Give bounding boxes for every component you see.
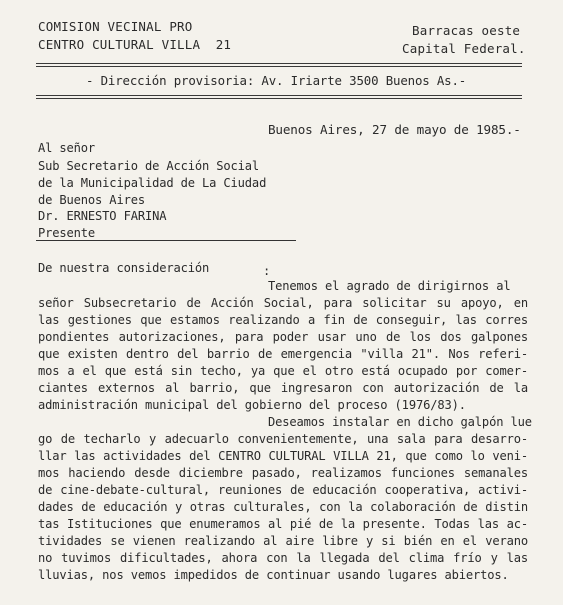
recipient-line: de Buenos Aires (38, 193, 145, 207)
body-line: tas Istituciones que enumeramos al pié de la presente. Todas las ac- (38, 517, 528, 531)
body-line: no tuvimos dificultades, ahora con la llegada del clima frío y las (38, 551, 528, 565)
place-line1: Barracas oeste (412, 23, 521, 38)
body-line: Deseamos instalar en dicho galpón lue (268, 415, 532, 429)
place-line2: Capital Federal. (402, 41, 526, 56)
body-line: lluvias, nos vemos impedidos de continuar usando lugares abiertos. (38, 568, 509, 582)
body-line: las gestiones que estamos realizando a fin de conseguir, las corres (38, 313, 528, 327)
org-name-line1: COMISION VECINAL PRO (38, 19, 193, 34)
body-line: que existen dentro del barrio de emergencia "villa 21". Nos referi- (38, 347, 528, 361)
body-line: de cine-debate-cultural, reuniones de educación cooperativa, activi- (38, 483, 528, 497)
body-line: pondientes autorizaciones, para poder usar uno de los dos galpones (38, 330, 528, 344)
body-line: go de techarlo y adecuarlo convenientemente, una sala para desarro- (38, 432, 528, 446)
header-rule-bottom (36, 95, 522, 96)
recipient-line: Sub Secretario de Acción Social (38, 159, 260, 173)
body-line: llar las actividades del CENTRO CULTURAL VILLA 21, que como lo veni- (38, 449, 528, 463)
recipient-name: Dr. ERNESTO FARINA (38, 209, 167, 223)
header-rule-top-2 (36, 66, 522, 67)
header-rule-bottom-2 (36, 98, 522, 99)
body-line: ciantes externos al barrio, que ingresaron con autorización de la (38, 381, 528, 395)
header-rule-top (36, 63, 522, 64)
body-line: mos a el que está sin techo, ya que el otro está ocupado por comer- (38, 364, 528, 378)
presente-underline (36, 240, 296, 241)
date-line: Buenos Aires, 27 de mayo de 1985.- (268, 122, 521, 137)
body-line: tividades se vienen realizando al aire libre y si bién en el verano (38, 534, 528, 548)
recipient-line-presente: Presente (38, 226, 96, 240)
salutation-colon: : (263, 264, 271, 278)
recipient-line: de la Municipalidad de La Ciudad (38, 176, 267, 190)
body-line: Tenemos el agrado de dirigirnos al (268, 279, 511, 293)
body-line: administración municipal del gobierno del proceso (1976/83). (38, 398, 466, 412)
org-name-line2: CENTRO CULTURAL VILLA 21 (38, 37, 232, 52)
address-line: - Dirección provisoria: Av. Iriarte 3500 Buenos As.- (86, 73, 467, 88)
recipient-line: Al señor (38, 141, 96, 155)
body-line: dades de educación y otras culturales, con la colaboración de distin (38, 500, 528, 514)
body-line: mos haciendo desde diciembre pasado, realizamos funciones semanales (38, 466, 528, 480)
body-line: señor Subsecretario de Acción Social, para solicitar su apoyo, en (38, 296, 528, 310)
salutation: De nuestra consideración (38, 261, 210, 275)
